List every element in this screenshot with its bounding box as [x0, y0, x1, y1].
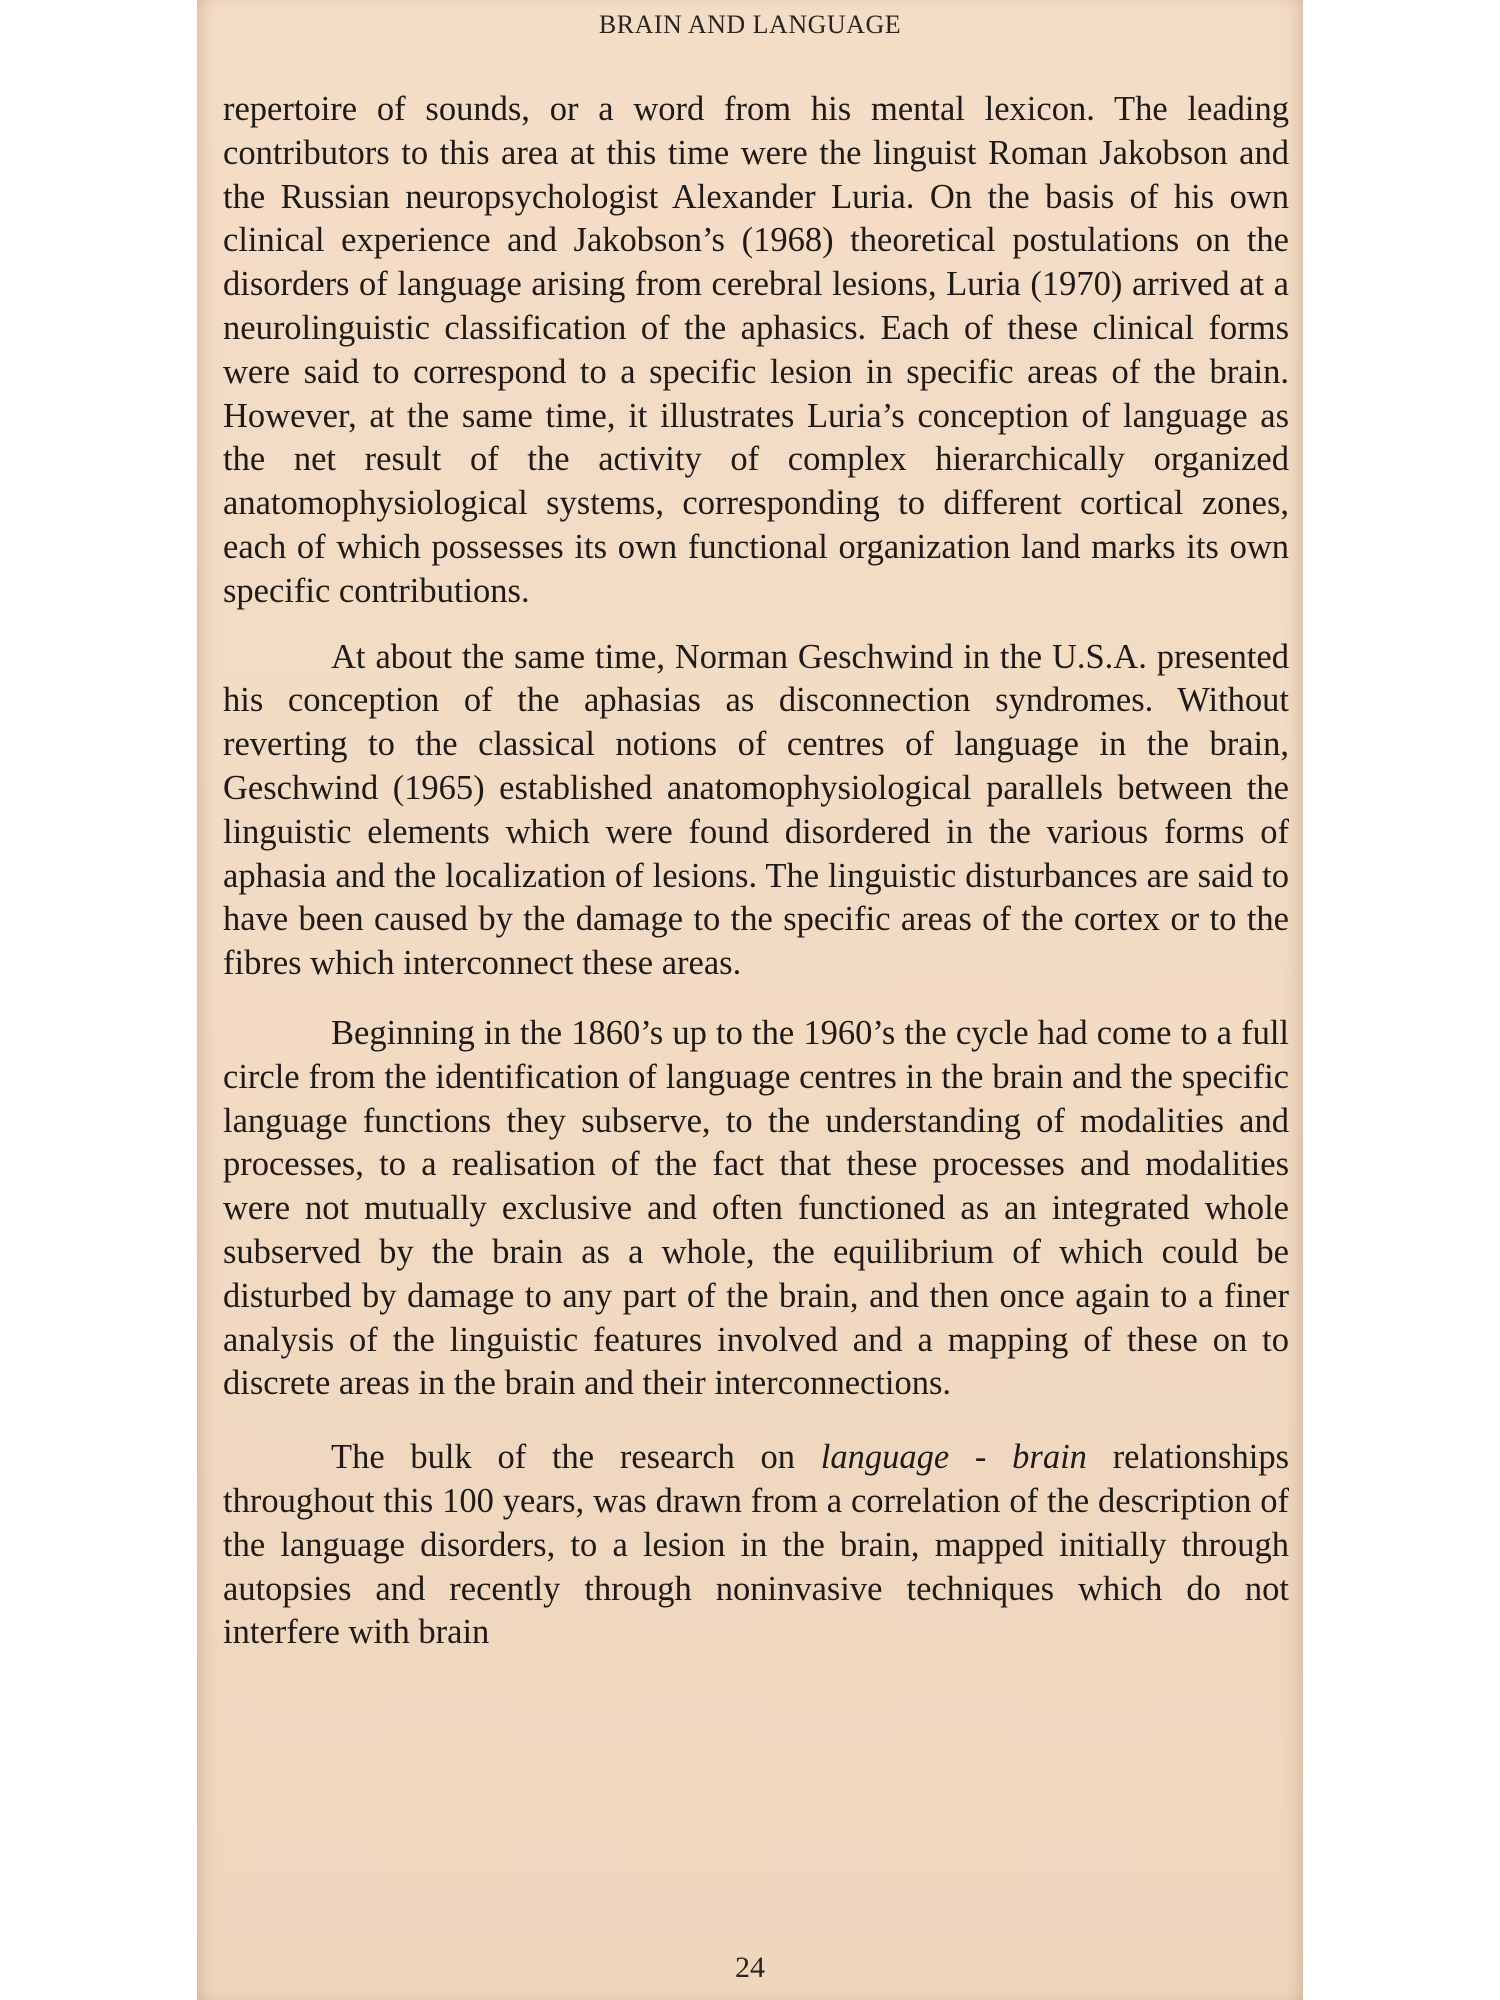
paragraph-4: [223, 1436, 1289, 1655]
body-text: [223, 88, 1289, 1655]
running-head: BRAIN AND LANGUAGE: [598, 10, 902, 39]
paragraph-4-italic-term: language - brain: [820, 1438, 1087, 1477]
page-number: 24: [735, 1951, 765, 1984]
paragraph-4-rest: relationships throughout this 100 years, was drawn from a correlation of the description of the language disorders, to a lesion in the brain, mapped initially through autopsies and recently through noninvasive techniques which do not interfere with brain: [223, 1438, 1289, 1652]
book-page: [197, 0, 1303, 2000]
paragraph-3: Beginning in the 1860’s up to the 1960’s the cycle had come to a full circle from the identification of language centres in the brain and the specific language functions they subserve, to the understanding of modalities and processes, to a realisation of the fact that these processes and modalities were not mutually exclusive and often functioned as an integrated whole subserved by the brain as a whole, the equilibrium of which could be disturbed by damage to any part of the brain, and then once again to a finer analysis of the linguistic features involved and a mapping of these on to discrete areas in the brain and their interconnections.: [223, 1013, 1289, 1403]
paragraph-1: repertoire of sounds, or a word from his mental lexicon. The leading contributors to this area at this time were the linguist Roman Jakobson and the Russian neuropsychologist Alexander Luria. On the basis of his own clinical experience and Jakobson’s (1968) theoretical postulations on the disorders of language arising from cerebral lesions, Luria (1970) arrived at a neurolinguistic classification of the aphasics. Each of these clinical forms were said to correspond to a specific lesion in specific areas of the brain. However, at the same time, it illustrates Luria’s conception of language as the net result of the activity of complex hierarchically organized anatomophysiological systems, corresponding to different cortical zones, each of which possesses its own functional organization land marks its own specific contributions.: [223, 90, 1289, 610]
paragraph-2: At about the same time, Norman Geschwind in the U.S.A. presented his conception of the aphasias as disconnection syndromes. Without reverting to the classical notions of centres of language in the brain, Geschwind (1965) established anatomophysiological parallels between the linguistic elements which were found disordered in the various forms of aphasia and the localization of lesions. The linguistic disturbances are said to have been caused by the damage to the specific areas of the cortex or to the fibres which interconnect these areas.: [223, 637, 1289, 983]
paragraph-4-lead: The bulk of the research on: [331, 1438, 821, 1477]
